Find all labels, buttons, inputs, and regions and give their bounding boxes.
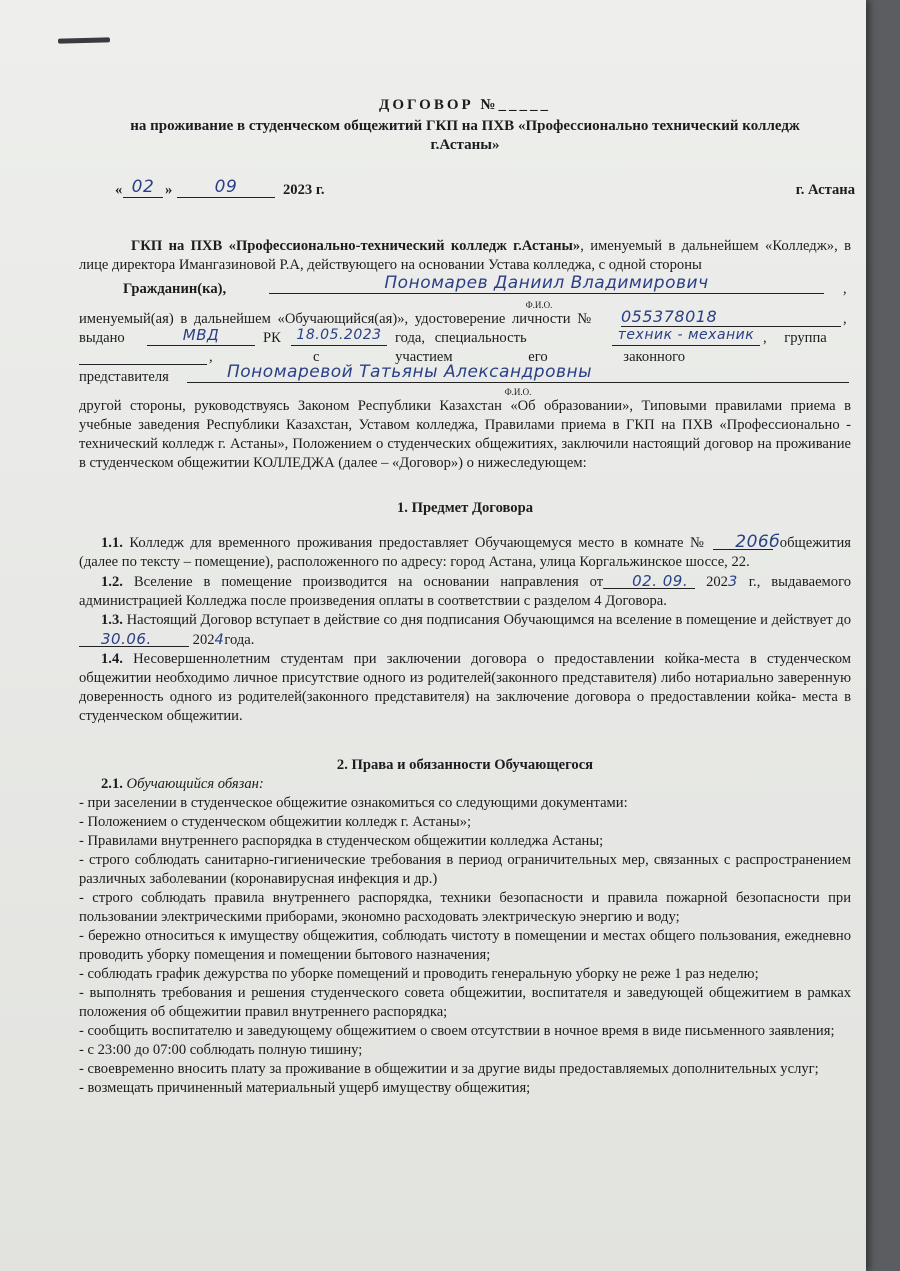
clause-1-2 (79, 572, 851, 611)
citizen-label: Гражданин(ка), (123, 281, 227, 297)
fio-caption: Ф.И.О. (525, 300, 553, 310)
contract-subtitle: на проживание в студенческом общежитий ГКП на ПХВ «Профессионально технический колледж г.Астаны» (130, 118, 800, 153)
group-comma: , (209, 349, 213, 365)
document-content (79, 96, 855, 1098)
obligation-item: - Положением о студенческом общежитии колледж г. Астаны»; (79, 814, 472, 830)
issued-label: выдано (79, 330, 125, 346)
obligation-item: - при заселении в студенческое общежитие ознакомиться со следующими документами: (79, 795, 628, 811)
clause-2-1-label: Обучающийся обязан: (126, 776, 264, 792)
rep-label: представителя (79, 369, 169, 385)
org-name: ГКП на ПХВ «Профессионально-технический колледж г.Астаны» (131, 238, 581, 254)
obligation-item: - строго соблюдать санитарно-гигиенические требования в период ограничительных мер, связанных с распространением различных заболевании (коронавирусная инфекция и др.) (79, 852, 851, 887)
direction-date: 02. 09. (603, 574, 695, 589)
section1-title: 1. Предмет Договора (397, 500, 533, 516)
intro-text: , именуемый в дальнейшем «Колледж», в лице директора Имангазиновой Р.А, действующего на основании Устава колледжа, с одной стороны (79, 238, 851, 273)
issued-row (79, 326, 851, 348)
obligation-item: - возмещать причиненный материальный ущерб имуществу общежития; (79, 1080, 531, 1096)
obligation-item: - сообщить воспитателю и заведующему общежитием о своем отсутствии в ночное время в виде письменного заявления; (79, 1023, 835, 1039)
direction-year: 202 (706, 574, 728, 590)
clause-2-1 (79, 775, 851, 794)
intro-paragraph (79, 237, 851, 275)
clause-1-2-text: Вселение в помещение производится на основании направления от (133, 574, 604, 590)
clause-1-4 (79, 650, 851, 726)
clause-1-3 (79, 611, 851, 650)
clause-1-3-num: 1.3. (101, 612, 123, 628)
clause-1-2-num: 1.2. (101, 574, 123, 590)
with-part: с участием его законного (313, 349, 686, 365)
other-side-paragraph: другой стороны, руководствуясь Законом Республики Казахстан «Об образовании», Типовыми правилами приема в учебные заведения Республики Казахстан, Уставом колледжа, Правилами приема в ГКП на ПХВ «Профессионально - технический колледж г. Астаны», Положением о студенческих общежитиях, заключили настоящий договор на проживание в студенческом общежитии КОЛЛЕДЖА (далее – «Договор») о нижеследующем: (79, 398, 851, 471)
clause-1-2-rest: г., выдаваемого администрацией Колледжа после произведения оплаты в соответствии с разделом 4 Договора. (79, 574, 851, 609)
clause-2-1-num: 2.1. (101, 776, 123, 792)
city: г. Астана (795, 182, 855, 198)
obligation-item: - своевременно вносить плату за проживание в общежитии и за другие виды предоставляемых дополнительных услуг; (79, 1061, 819, 1077)
obligations-list (79, 794, 851, 1098)
date-quote-close: » (165, 182, 173, 198)
citizen-row (79, 273, 851, 300)
obligation-item: - выполнять требования и решения студенческого совета общежитии, воспитателя и заведующей общежитием в рамках положения об общежитии правил внутреннего распорядка; (79, 985, 851, 1020)
valid-until-date: 30.06. (79, 632, 189, 647)
date-row (79, 177, 855, 203)
specialty: техник - механик (612, 326, 760, 346)
issued-by: МВД (147, 326, 255, 346)
pen-mark (58, 37, 110, 43)
section2-title: 2. Права и обязанности Обучающегося (336, 757, 594, 773)
obligation-item: - Правилами внутреннего распорядка в студенческом общежитии колледжа Астаны; (79, 833, 604, 849)
group-label: , группа (763, 330, 827, 346)
issue-date: 18.05.2023 (291, 326, 387, 346)
fio-caption-2: Ф.И.О. (504, 387, 532, 397)
rep-row (79, 362, 851, 387)
obligation-item: - с 23:00 до 07:00 соблюдать полную тишину; (79, 1042, 363, 1058)
clause-1-1-rest: общежития (далее по тексту – помещение), расположенного по адресу: город Астана, улица Коргальжинское шоссе, 22. (79, 535, 852, 570)
rep-name: Пономаревой Татьяны Александровны (187, 363, 849, 383)
clause-1-3-text: Настоящий Договор вступает в действие со дня подписания Обучающимся на вселение в помещение и действует до (126, 612, 851, 628)
citizen-name: Пономарев Даниил Владимирович (269, 274, 824, 294)
clause-1-3-rest: года. (224, 632, 255, 648)
rk-label: РК (263, 330, 281, 346)
obligation-item: - бережно относиться к имуществу общежития, соблюдать чистоту в помещении и местах общего пользования, ежедневно проводить уборку помещения и помещении бытового назначения; (79, 928, 851, 963)
citizen-comma: , (843, 281, 847, 297)
obligation-item: - строго соблюдать правила внутреннего распорядка, техники безопасности и правила пожарной безопасности при пользовании электрическими приборами, экономно расходовать электрическую энергию и воду; (79, 890, 851, 925)
valid-until-year-digit: 4 (214, 631, 225, 648)
contract-title: ДОГОВОР №_____ (379, 97, 551, 113)
clause-1-1-text: Колледж для временного проживания предоставляет Обучающемуся место в комнате № (129, 535, 707, 551)
clause-1-1 (79, 534, 851, 572)
id-number: 055378018 (621, 307, 841, 327)
obligation-item: - соблюдать график дежурства по уборке помещений и проводить генеральную уборку не реже 1 раз неделю; (79, 966, 759, 982)
room-number: 206б (713, 535, 773, 550)
clause-1-1-num: 1.1. (101, 535, 123, 551)
direction-year-digit: 3 (727, 573, 738, 590)
id-label: именуемый(ая) в дальнейшем «Обучающийся(ая)», удостоверение личности № (79, 311, 592, 327)
id-comma: , (843, 311, 847, 327)
clause-1-4-num: 1.4. (101, 651, 123, 667)
date-year: 2023 г. (283, 182, 325, 198)
specialty-label: года, специальность (395, 330, 527, 346)
date-quote-open: « (115, 182, 123, 198)
valid-until-year: 202 (192, 632, 215, 648)
date-day: 02 (123, 178, 163, 198)
clause-1-4-text: Несовершеннолетним студентам при заключении договора о предоставлении койка-места в студенческом общежитии необходимо личное присутствие одного из родителей(законного представителя) либо нотариально заверенную доверенность одного из родителей(законного представителя) на заключение договора о предоставлении койка- места в студенческом общежитии. (79, 651, 851, 724)
date-month: 09 (177, 178, 275, 198)
